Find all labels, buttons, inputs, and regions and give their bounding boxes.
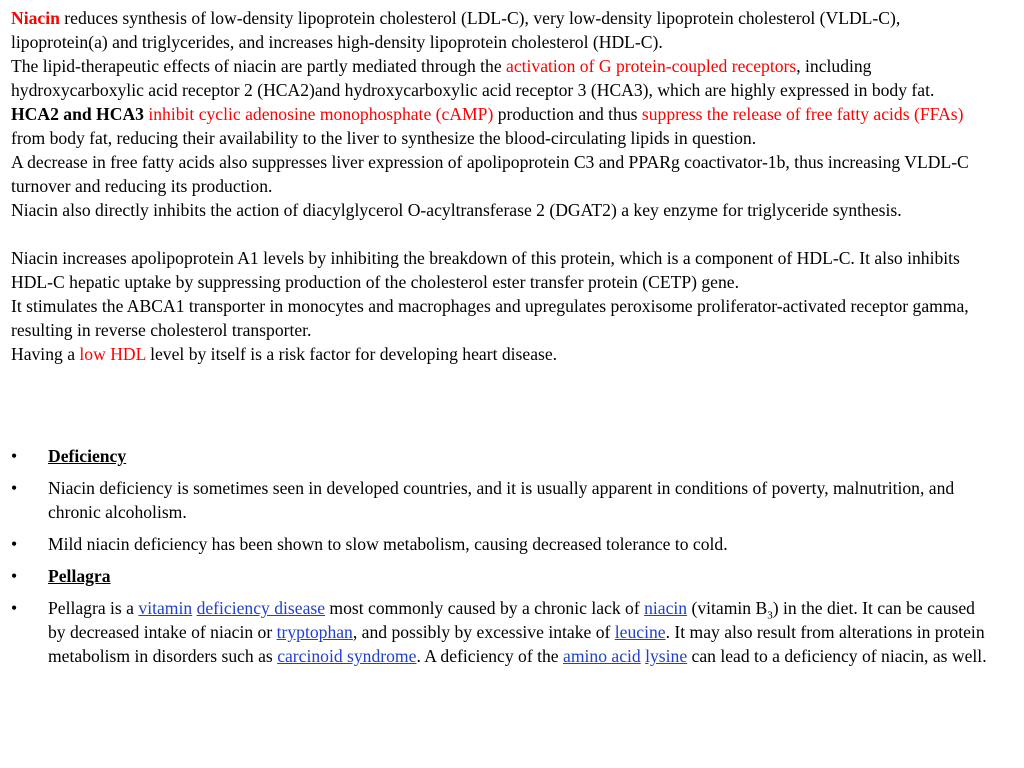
highlight-gpcr: activation of G protein-coupled receptors <box>506 56 797 76</box>
text-span: Having a <box>11 344 80 364</box>
list-item <box>11 444 991 468</box>
bullet-icon: • <box>11 598 18 618</box>
spacer <box>11 222 1001 246</box>
paragraph-hca <box>11 102 1001 150</box>
deficiency-text-1: Niacin deficiency is sometimes seen in developed countries, and it is usually apparent in conditions of poverty, malnutrition, and chronic alcoholism. <box>48 478 955 522</box>
bullet-list <box>11 444 991 676</box>
link-lysine[interactable]: lysine <box>645 646 688 666</box>
highlight-low-hdl: low HDL <box>79 344 146 364</box>
bullet-icon: • <box>11 478 18 498</box>
pellagra-text <box>48 598 987 666</box>
link-leucine[interactable]: leucine <box>614 622 666 642</box>
text-span: from body fat, reducing their availability to the liver to synthesize the blood-circulating lipids in question. <box>11 128 757 148</box>
hca-term: HCA2 and HCA3 <box>11 104 144 124</box>
paragraph-abca1: It stimulates the ABCA1 transporter in monocytes and macrophages and upregulates peroxisome proliferator-activated receptor gamma, resulting in reverse cholesterol transporter. <box>11 296 969 340</box>
text-span: Pellagra is a <box>48 598 139 618</box>
link-carcinoid-syndrome[interactable]: carcinoid syndrome <box>277 646 417 666</box>
text-span: The lipid-therapeutic effects of niacin are partly mediated through the <box>11 56 507 76</box>
text-span: , and possibly by excessive intake of <box>352 622 615 642</box>
list-item <box>11 532 991 556</box>
link-niacin[interactable]: niacin <box>644 598 688 618</box>
paragraph-ffa-decrease: A decrease in free fatty acids also suppresses liver expression of apolipoprotein C3 and PPARg coactivator-1b, thus increasing VLDL-C turnover and reducing its production. <box>11 152 969 196</box>
list-item <box>11 476 991 524</box>
paragraph-dgat2: Niacin also directly inhibits the action of diacylglycerol O-acyltransferase 2 (DGAT2) a key enzyme for triglyceride synthesis. <box>11 200 902 220</box>
text-span: . A deficiency of the <box>416 646 564 666</box>
body-text <box>11 6 1001 366</box>
link-deficiency-disease[interactable]: deficiency disease <box>196 598 326 618</box>
text-span: , including hydroxycarboxylic acid receptor 2 (HCA2)and hydroxycarboxylic acid receptor 3 (HCA3), which are highly expressed in body fat. <box>11 56 935 100</box>
paragraph-apoa1: Niacin increases apolipoprotein A1 levels by inhibiting the breakdown of this protein, which is a component of HDL-C. It also inhibits HDL-C hepatic uptake by suppressing production of the cholesterol ester transfer protein (CETP) gene. <box>11 248 960 292</box>
bullet-icon: • <box>11 446 18 466</box>
link-vitamin[interactable]: vitamin <box>138 598 193 618</box>
highlight-camp: inhibit cyclic adenosine monophosphate (cAMP) <box>143 104 494 124</box>
bullet-icon: • <box>11 534 18 554</box>
paragraph-receptors <box>11 54 1001 102</box>
niacin-term: Niacin <box>11 8 60 28</box>
text-span: ) in the diet. It can be caused by decreased intake of niacin or <box>48 598 975 642</box>
bullet-icon: • <box>11 566 18 586</box>
text-span: production and thus <box>493 104 642 124</box>
pellagra-heading: Pellagra <box>48 566 111 586</box>
text-span: . It may also result from alterations in protein metabolism in disorders such as <box>48 622 985 666</box>
link-amino-acid[interactable]: amino acid <box>563 646 641 666</box>
paragraph-niacin-effects <box>11 6 1001 54</box>
text-span: can lead to a deficiency of niacin, as well. <box>687 646 987 666</box>
subscript-3: 3 <box>767 609 773 622</box>
text-span: (vitamin B <box>687 598 768 618</box>
text-span: level by itself is a risk factor for developing heart disease. <box>145 344 558 364</box>
list-item <box>11 596 991 668</box>
text-span: reduces synthesis of low-density lipoprotein cholesterol (LDL-C), very low-density lipoprotein cholesterol (VLDL-C), lipoprotein(a) and triglycerides, and increases high-density lipoprotein cholesterol (HDL-C). <box>11 8 901 52</box>
list-item <box>11 564 991 588</box>
highlight-ffa: suppress the release of free fatty acids (FFAs) <box>641 104 964 124</box>
deficiency-text-2: Mild niacin deficiency has been shown to slow metabolism, causing decreased tolerance to cold. <box>48 534 728 554</box>
paragraph-low-hdl <box>11 342 1001 366</box>
deficiency-heading: Deficiency <box>48 446 127 466</box>
text-span: most commonly caused by a chronic lack of <box>325 598 645 618</box>
link-tryptophan[interactable]: tryptophan <box>276 622 353 642</box>
